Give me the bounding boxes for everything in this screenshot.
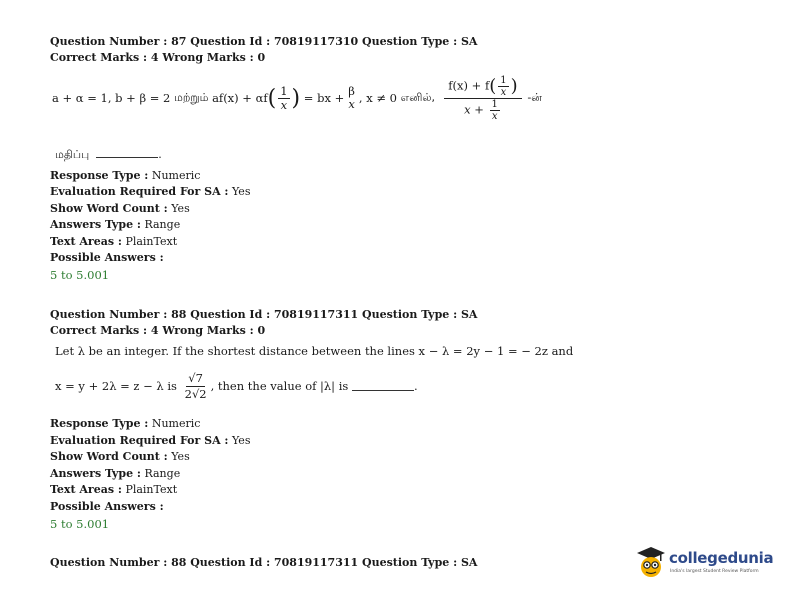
q87-tamil-value: மதிப்பு: [55, 148, 90, 161]
graduate-icon: [636, 545, 666, 581]
collegedunia-logo: [636, 543, 774, 587]
q87-possible-answer: 5 to 5.001: [50, 268, 110, 282]
q88-text-areas: Text Areas : PlainText: [50, 483, 178, 496]
q88-answer-blank: [352, 381, 414, 391]
q87-tamil-and: மற்றும்: [174, 90, 209, 104]
q88-answers-type: Answers Type : Range: [50, 467, 181, 480]
q87-answer-blank: [96, 148, 158, 158]
q87-eq-mid: af(x) + αf: [212, 91, 268, 105]
q87-value-line: மதிப்பு .: [55, 148, 162, 161]
q87-tamil-if: எனில்,: [400, 90, 435, 104]
q87-answers-type: Answers Type : Range: [50, 218, 181, 231]
q88-possible-label: Possible Answers :: [50, 500, 164, 513]
q88-line2-a: x = y + 2λ = z − λ is: [55, 379, 177, 393]
q88-line2: x = y + 2λ = z − λ is $\frac{√7}{2√2}$ , then the value of |λ| is .: [55, 370, 418, 401]
q87-word-count: Show Word Count : Yes: [50, 202, 190, 215]
q87-possible-label: Possible Answers :: [50, 251, 164, 264]
logo-name: collegedunia: [669, 549, 774, 567]
q88-line2-b: , then the value of |λ| is: [210, 379, 349, 393]
logo-tagline: India's largest Student Review Platform: [670, 569, 759, 574]
footer-question-header: Question Number : 88 Question Id : 70819117311 Question Type : SA: [50, 556, 478, 569]
q87-eval: Evaluation Required For SA : Yes: [50, 185, 251, 198]
q88-eval: Evaluation Required For SA : Yes: [50, 434, 251, 447]
q87-marks: Correct Marks : 4 Wrong Marks : 0: [50, 51, 266, 64]
q88-line1: Let λ be an integer. If the shortest distance between the lines x − λ = 2y − 1 = − 2z and: [55, 344, 574, 358]
q87-equation: a + α = 1, b + β = 2 மற்றும் af(x) + αf ( $\frac{1}{x}$ ) = bx + β x , x ≠ 0 எனில், f(x) + f( $\frac{1}{x}$ ) x + $\frac{1}{x}$ -ன்: [52, 74, 542, 122]
q88-possible-answer: 5 to 5.001: [50, 517, 110, 531]
q87-text-areas: Text Areas : PlainText: [50, 235, 178, 248]
q88-response-type: Response Type : Numeric: [50, 417, 201, 430]
q88-word-count: Show Word Count : Yes: [50, 450, 190, 463]
q87-eq-eq: = bx +: [303, 91, 345, 105]
q87-header: Question Number : 87 Question Id : 70819117310 Question Type : SA: [50, 35, 478, 48]
q87-eq-prefix: a + α = 1, b + β = 2: [52, 91, 171, 105]
q87-eq-cond: , x ≠ 0: [358, 91, 397, 105]
q88-marks: Correct Marks : 4 Wrong Marks : 0: [50, 324, 266, 337]
q87-tamil-suffix: -ன்: [527, 90, 542, 104]
q87-response-type: Response Type : Numeric: [50, 169, 201, 182]
q88-header: Question Number : 88 Question Id : 70819117311 Question Type : SA: [50, 308, 478, 321]
